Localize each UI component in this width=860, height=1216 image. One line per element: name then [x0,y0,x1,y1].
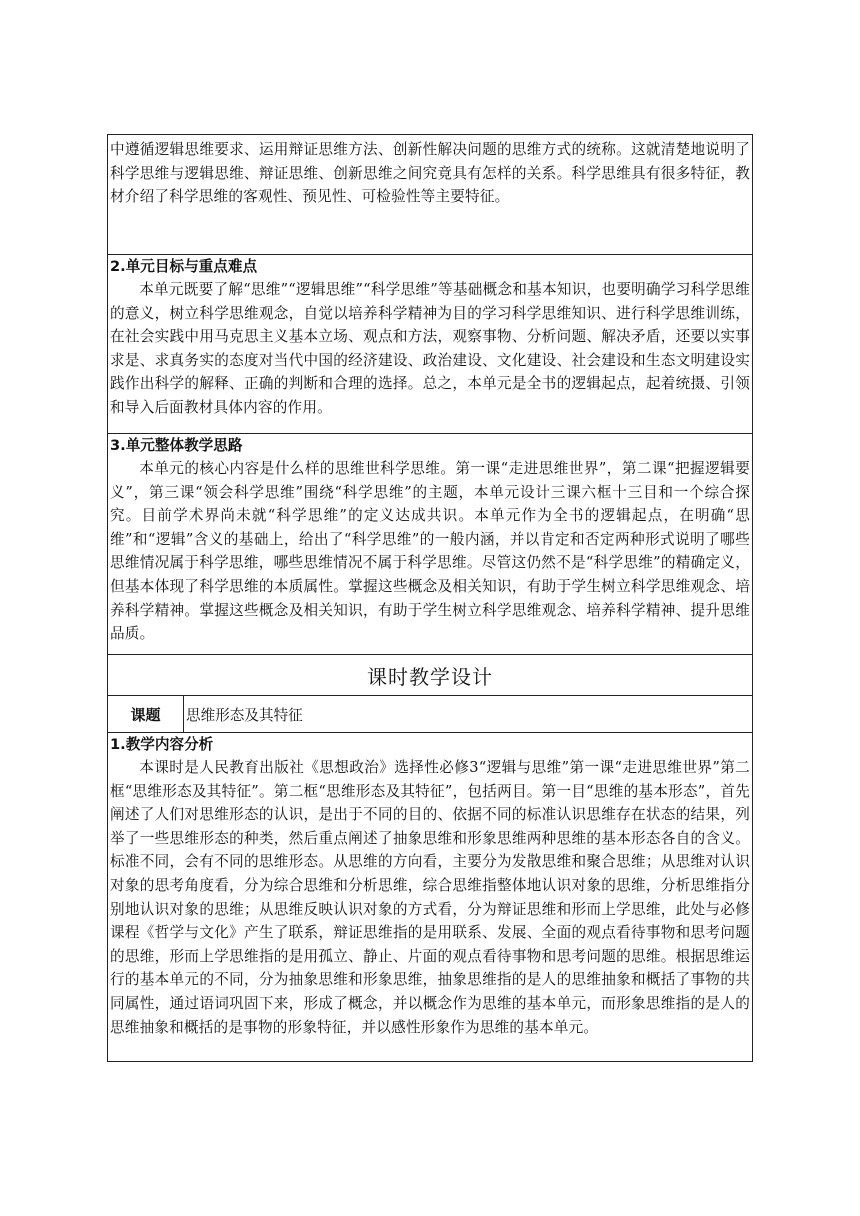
content-analysis-heading: 1.教学内容分析 [110,736,214,753]
unit-content-continued-cell [108,135,753,255]
table-row [108,255,753,434]
unit-goals-heading: 2.单元目标与重点难点 [110,258,258,275]
table-row [108,655,753,696]
table-row [108,733,753,1062]
table-row [108,696,753,733]
unit-goals-text: 本单元既要了解“思维”“逻辑思维”“科学思维”等基础概念和基本知识，也要明确学习科学思维的意义，树立科学思维观念，自觉以培养科学精神为目的学习科学思维知识、进行科学思维训练，在社会实践中用马克思主义基本立场、观点和方法，观察事物、分析问题、解决矛盾，还要以实事求是、求真务实的态度对当代中国的经济建设、政治建设、文化建设、社会建设和生态文明建设实践作出科学的解释、正确的判断和合理的选择。总之，本单元是全书的逻辑起点，起着统摄、引领和导入后面教材具体内容的作用。 [110,281,750,416]
unit-approach-cell [108,434,753,655]
topic-label: 课题 [108,696,184,733]
unit-approach-heading: 3.单元整体教学思路 [110,437,243,454]
lesson-plan-table [107,134,753,1062]
table-row [108,135,753,255]
lesson-plan-document [107,134,753,1062]
content-analysis-text: 本课时是人民教育出版社《思想政治》选择性必修3“逻辑与思维”第一课“走进思维世界”第二框“思维形态及其特征”。第二框“思维形态及其特征”，包括两目。第一目“思维的基本形态”，首先阐述了人们对思维形态的认识，是出于不同的目的、依据不同的标准认识思维存在状态的结果，列举了一些思维形态的种类，然后重点阐述了抽象思维和形象思维两种思维的基本形态各自的含义。标准不同，会有不同的思维形态。从思维的方向看，主要分为发散思维和聚合思维；从思维对认识对象的思考角度看，分为综合思维和分析思维，综合思维指整体地认识对象的思维，分析思维指分别地认识对象的思维；从思维反映认识对象的方式看，分为辩证思维和形而上学思维，此处与必修课程《哲学与文化》产生了联系，辩证思维指的是用联系、发展、全面的观点看待事物和思考问题的思维，形而上学思维指的是用孤立、静止、片面的观点看待事物和思考问题的思维。根据思维运行的基本单元的不同，分为抽象思维和形象思维，抽象思维指的是人的思维抽象和概括了事物的共同属性，通过语词巩固下来，形成了概念，并以概念作为思维的基本单元，而形象思维指的是人的思维抽象和概括的是事物的形象特征，并以感性形象作为思维的基本单元。 [110,759,750,1036]
unit-goals-cell [108,255,753,434]
unit-approach-text: 本单元的核心内容是什么样的思维世科学思维。第一课“走进思维世界”，第二课“把握逻辑要义”，第三课“领会科学思维”围绕“科学思维”的主题，本单元设计三课六框十三目和一个综合探究。目前学术界尚未就“科学思维”的定义达成共识。本单元作为全书的逻辑起点，在明确“思维”和“逻辑”含义的基础上，给出了“科学思维”的一般内涵，并以肯定和否定两种形式说明了哪些思维情况属于科学思维，哪些思维情况不属于科学思维。尽管这仍然不是“科学思维”的精确定义，但基本体现了科学思维的本质属性。掌握这些概念及相关知识，有助于学生树立科学思维观念、培养科学精神。掌握这些概念及相关知识，有助于学生树立科学思维观念、培养科学精神、提升思维品质。 [110,460,750,643]
table-row [108,434,753,655]
lesson-design-title: 课时教学设计 [108,655,753,696]
content-analysis-cell [108,733,753,1062]
unit-content-continued-text: 中遵循逻辑思维要求、运用辩证思维方法、创新性解决问题的思维方式的统称。这就清楚地说明了科学思维与逻辑思维、辩证思维、创新思维之间究竟具有怎样的关系。科学思维具有很多特征，教材介绍了科学思维的客观性、预见性、可检验性等主要特征。 [110,141,750,206]
topic-value: 思维形态及其特征 [184,696,753,733]
